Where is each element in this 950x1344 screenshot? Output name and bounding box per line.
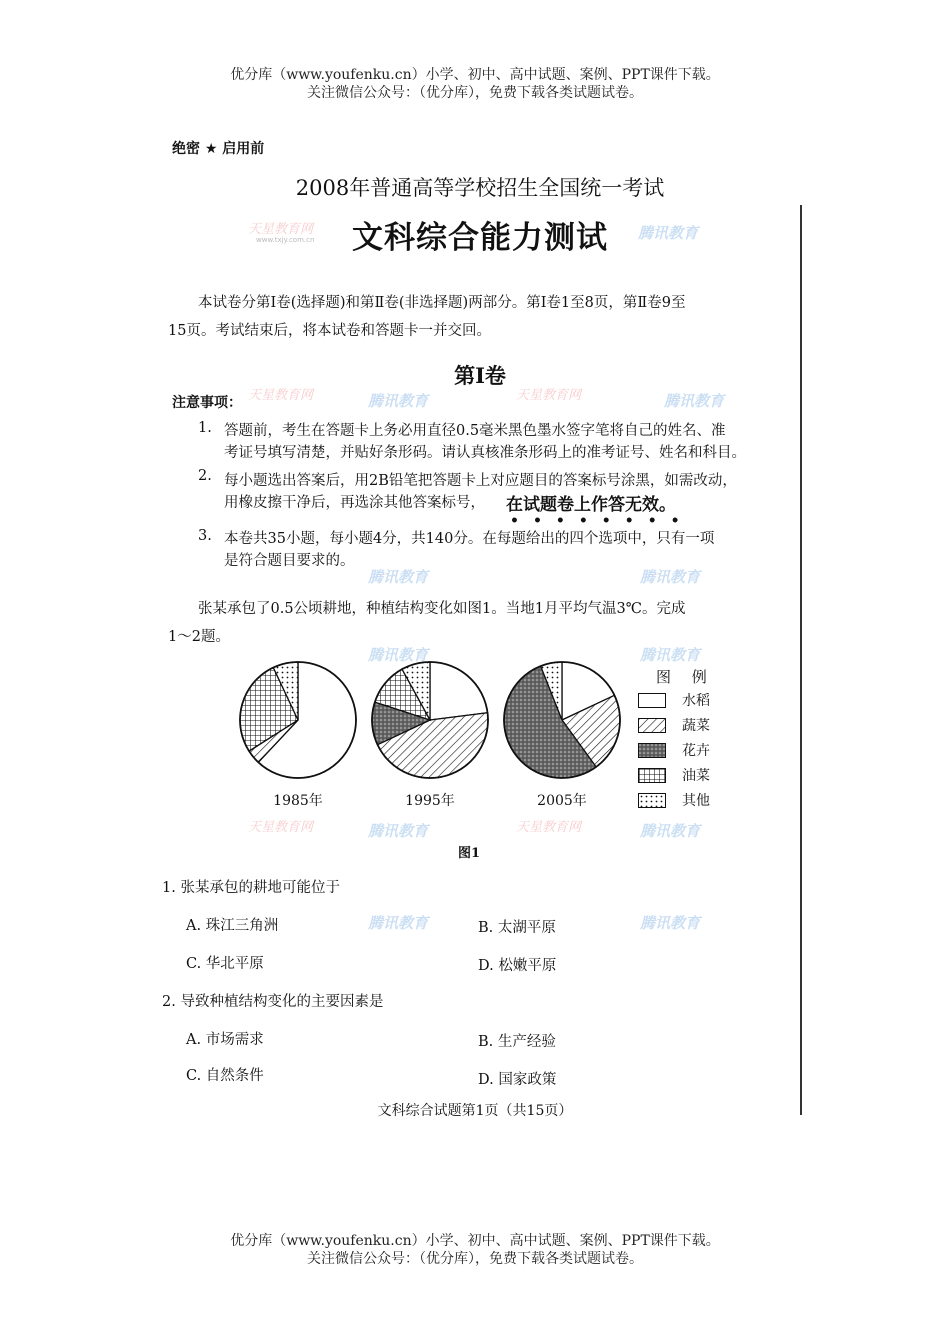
legend-item-other — [638, 790, 710, 810]
question-2-option-a[interactable]: A. 市场需求 — [186, 1032, 264, 1048]
legend-item-rice — [638, 690, 710, 710]
question-1-option-a[interactable]: A. 珠江三角洲 — [186, 918, 279, 934]
site-header-line2: 关注微信公众号：（优分库），免费下载各类试题试卷。 — [307, 85, 643, 101]
legend-swatch-hatch — [638, 718, 666, 733]
confidential-label: 绝密 ★ 启用前 — [172, 141, 265, 157]
question-2-option-c[interactable]: C. 自然条件 — [186, 1068, 264, 1084]
site-header-line1: 优分库（www.youfenku.cn）小学、初中、高中试题、案例、PPT课件下载。 — [230, 67, 720, 83]
notice-2-line1: 每小题选出答案后，用2B铅笔把答题卡上对应题目的答案标号涂黑，如需改动， — [224, 473, 737, 489]
legend-swatch-blank — [638, 693, 666, 708]
notice-2-emphasis: 在试题卷上作答无效。 — [506, 495, 676, 515]
stem-line1: 张某承包了0.5公顷耕地，种植结构变化如图1。当地1月平均气温3℃。完成 — [198, 601, 686, 617]
watermark-logo-a: 天星教育网 — [248, 820, 314, 835]
watermark-logo-a: 天星教育网 — [248, 388, 314, 403]
question-1-stem: 1. 张某承包的耕地可能位于 — [162, 880, 340, 896]
figure-caption: 图1 — [458, 846, 481, 861]
legend-label: 花卉 — [682, 743, 710, 759]
watermark-logo-b: 腾讯教育 — [368, 568, 429, 586]
legend-label: 蔬菜 — [682, 718, 710, 734]
site-footer-line1: 优分库（www.youfenku.cn）小学、初中、高中试题、案例、PPT课件下载。 — [230, 1233, 720, 1249]
page-border-rule — [800, 205, 802, 1115]
legend-title: 图 例 — [656, 668, 715, 686]
watermark-logo-b: 腾讯教育 — [640, 822, 701, 840]
pie-year-label: 1995年 — [405, 793, 455, 809]
legend-swatch-grid — [638, 768, 666, 783]
section-title: 第Ⅰ卷 — [454, 363, 506, 388]
exam-subject-title: 文科综合能力测试 — [352, 220, 608, 256]
watermark-logo-b: 腾讯教育 — [368, 822, 429, 840]
notice-2-line2: 用橡皮擦干净后，再选涂其他答案标号， — [224, 495, 485, 511]
exam-year-title: 2008年普通高等学校招生全国统一考试 — [295, 176, 665, 200]
watermark-logo-b: 腾讯教育 — [368, 392, 429, 410]
legend-swatch-stipple — [638, 743, 666, 758]
pie-slice-水稻 — [430, 662, 488, 720]
watermark-logo-a: 天星教育网 — [516, 820, 582, 835]
question-2-option-d[interactable]: D. 国家政策 — [478, 1072, 557, 1088]
emphasis-dots: •••••••• — [510, 513, 694, 529]
legend-swatch-dots — [638, 793, 666, 808]
notice-number: 3. — [198, 528, 212, 544]
question-1-option-d[interactable]: D. 松嫩平原 — [478, 958, 557, 974]
watermark-logo-a: 天星教育网 — [516, 388, 582, 403]
notice-1-line2: 考证号填写清楚，并贴好条形码。请认真核准条形码上的准考证号、姓名和科目。 — [224, 445, 746, 461]
question-1-option-b[interactable]: B. 太湖平原 — [478, 920, 556, 936]
watermark-logo-b: 腾讯教育 — [640, 914, 701, 932]
watermark-logo-b: 腾讯教育 — [664, 392, 725, 410]
question-1-option-c[interactable]: C. 华北平原 — [186, 956, 264, 972]
legend-item-rapeseed — [638, 765, 710, 785]
notice-label: 注意事项： — [172, 395, 242, 411]
watermark-logo-b: 腾讯教育 — [640, 568, 701, 586]
stem-line2: 1～2题。 — [168, 629, 230, 645]
watermark-logo-b: 腾讯教育 — [368, 914, 429, 932]
watermark-logo-b: 腾讯教育 — [640, 646, 701, 664]
pie-year-label: 1985年 — [273, 793, 323, 809]
question-2-stem: 2. 导致种植结构变化的主要因素是 — [162, 994, 384, 1010]
page-number-footer: 文科综合试题第1页（共15页） — [377, 1103, 573, 1119]
question-2-option-b[interactable]: B. 生产经验 — [478, 1034, 556, 1050]
legend-item-vegetables — [638, 715, 710, 735]
notice-1-line1: 答题前，考生在答题卡上务必用直径0.5毫米黑色墨水签字笔将自己的姓名、准 — [224, 423, 726, 439]
intro-line1: 本试卷分第Ⅰ卷(选择题)和第Ⅱ卷(非选择题)两部分。第Ⅰ卷1至8页，第Ⅱ卷9至 — [198, 295, 686, 311]
notice-3-line1: 本卷共35小题，每小题4分，共140分。在每题给出的四个选项中，只有一项 — [224, 531, 715, 547]
legend-item-flowers — [638, 740, 710, 760]
legend-label: 油菜 — [682, 768, 710, 784]
watermark-logo-b: 腾讯教育 — [638, 224, 699, 242]
legend-label: 其他 — [682, 793, 710, 809]
pie-year-label: 2005年 — [537, 793, 587, 809]
watermark-logo-a: 天星教育网 — [248, 222, 314, 237]
notice-3-line2: 是符合题目要求的。 — [224, 553, 355, 569]
notice-number: 2. — [198, 468, 212, 484]
legend-label: 水稻 — [682, 693, 710, 709]
notice-number: 1. — [198, 420, 212, 436]
intro-line2: 15页。考试结束后，将本试卷和答题卡一并交回。 — [168, 323, 491, 339]
site-footer-line2: 关注微信公众号：（优分库），免费下载各类试题试卷。 — [307, 1251, 643, 1267]
pie-charts — [220, 655, 640, 805]
watermark-logo-b: 腾讯教育 — [368, 646, 429, 664]
watermark-url: www.txjy.com.cn — [256, 236, 315, 244]
